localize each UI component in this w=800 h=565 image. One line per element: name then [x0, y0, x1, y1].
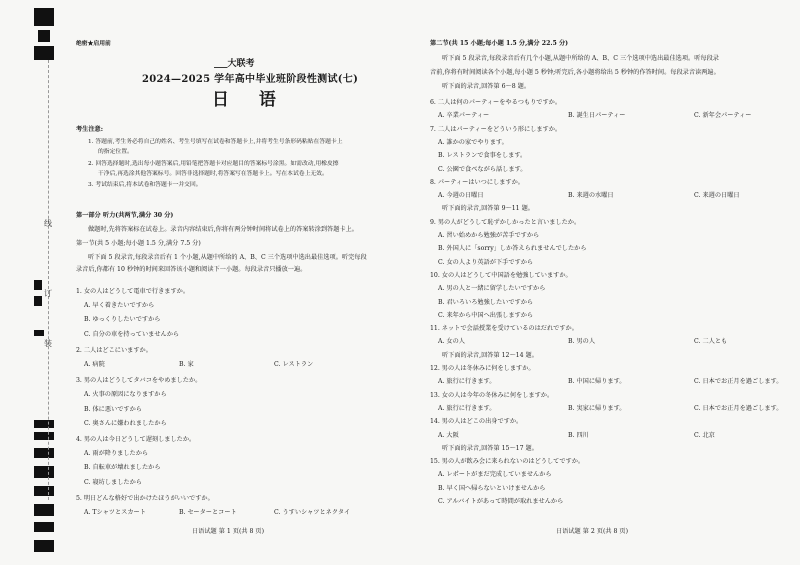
answer-option[interactable]: C. アルバイトがあって時間が取れませんから [438, 498, 564, 505]
answer-option[interactable]: B. 君いろいろ勉強したいですから [438, 298, 534, 306]
answer-option[interactable]: C. 新年会パーティー [694, 112, 752, 120]
answer-option[interactable]: C. 奥さんに嫌われましたから [84, 419, 167, 427]
binding-label-staple: 订 [44, 289, 52, 298]
answer-option[interactable]: A. レポートがまだ完成していませんから [438, 471, 552, 479]
listening-instruction: 听下面的录音,回答第 9～11 题。 [442, 205, 534, 213]
question-stem: 7. 二人はパーティーをどういう形にしますか。 [430, 125, 562, 133]
answer-option[interactable]: C. レストラン [274, 361, 314, 368]
notice-line: 的指定位置。 [98, 149, 133, 155]
answer-option[interactable]: A. 今週の日曜日 [438, 192, 484, 200]
question-stem: 3. 男の人はどうしてタバコをやめましたか。 [76, 377, 202, 385]
notice-heading: 考生注意: [76, 126, 104, 133]
answer-option[interactable]: B. 実家に帰ります。 [568, 404, 626, 412]
binding-bar [34, 280, 42, 290]
listening-instruction: 听下面的录音,回答第 12～14 题。 [442, 351, 538, 359]
binding-bar [34, 8, 54, 26]
exam-title: 2024—2025 学年高中毕业班阶段性测试(七) [142, 74, 359, 85]
right-page-footer: 日语试题 第 2 页(共 8 页) [556, 528, 629, 535]
binding-bar [34, 504, 54, 516]
answer-option[interactable]: A. 病院 [84, 361, 105, 368]
binding-bar [34, 330, 44, 336]
answer-option[interactable]: B. 外国人に「sorry」しか答えられませんでしたから [438, 245, 587, 253]
question-stem: 10. 女の人はどうして中国語を勉強していますか。 [430, 271, 572, 279]
binding-cut-line [48, 60, 49, 500]
confidential-label: 绝密★启用前 [76, 41, 111, 47]
binding-label-bind: 装 [44, 339, 52, 348]
answer-option[interactable]: A. 早く着きたいですから [84, 302, 155, 310]
question-stem: 9. 男の人がどうして恥ずかしかったと言いましたか。 [430, 218, 581, 226]
answer-option[interactable]: A. 卒業パーティー [438, 112, 490, 120]
answer-option[interactable]: B. 体に悪いですから [84, 405, 142, 413]
answer-option[interactable]: C. 日本でお正月を過ごします。 [694, 378, 783, 386]
binding-bar [34, 420, 54, 428]
answer-option[interactable]: A. 男の人と一緒に留学したいですから [438, 285, 546, 293]
left-page-footer: 日语试题 第 1 页(共 8 页) [192, 528, 265, 535]
answer-option[interactable]: C. 来週の日曜日 [694, 192, 740, 200]
part1-instructions: 听下面 5 段录音,每段录音后有 1 个小题,从题中所给的 A、B、C 三个选项中选出最佳选项。听完每段 [88, 254, 367, 261]
answer-option[interactable]: C. 公園で食べながら話します。 [438, 165, 527, 173]
question-stem: 1. 女の人はどうして電車で行きますか。 [76, 288, 190, 295]
part1-section: 第一节(共 5 小题;每小题 1.5 分,满分 7.5 分) [76, 240, 201, 247]
answer-option[interactable]: B. 男の人 [568, 338, 596, 346]
answer-option[interactable]: B. 家 [179, 361, 194, 368]
question-stem: 4. 男の人は今日どうして遅刻しましたか。 [76, 436, 196, 443]
answer-option[interactable]: C. 日本でお正月を過ごします。 [694, 404, 783, 412]
binding-bar [34, 448, 54, 458]
listening-instruction: 听下面的录音,回答第 15～17 题。 [442, 444, 538, 452]
answer-option[interactable]: A. 大阪 [438, 431, 459, 439]
answer-option[interactable]: C. 二人とも [694, 338, 728, 346]
answer-option[interactable]: B. レストランで食事をします。 [438, 152, 527, 160]
answer-option[interactable]: A. 旅行に行きます。 [438, 378, 496, 386]
answer-option[interactable]: B. 四川 [568, 431, 589, 439]
part2-instructions: 听下面 5 段录音,每段录音后有几个小题,从题中所给的 A、B、C 三个选项中选出最佳选项。听每段录 [442, 55, 719, 62]
binding-strip [30, 0, 58, 565]
answer-option[interactable]: C. 寝坊しましたから [84, 478, 142, 486]
question-stem: 15. 男の人が飲み会に来られないのはどうしてですか。 [430, 458, 585, 466]
binding-bar [34, 522, 54, 532]
answer-option[interactable]: B. 誕生日パーティー [568, 112, 626, 120]
question-stem: 12. 男の人は冬休みに何をしますか。 [430, 365, 535, 372]
answer-option[interactable]: A. 火事の原因になりますから [84, 391, 167, 399]
binding-bar [34, 46, 54, 60]
answer-option[interactable]: C. 自分の車を持っていませんから [84, 330, 180, 338]
answer-option[interactable]: A. 女の人 [438, 338, 465, 346]
answer-option[interactable]: C. うすいシャツとネクタイ [274, 509, 351, 516]
subject-title: 日 语 [212, 90, 288, 110]
part1-instructions: 录音后,你都有 10 秒钟的时间来回答该小题和阅读下一小题。每段录音只播放一遍。 [76, 266, 307, 273]
answer-option[interactable]: A. Tシャツとスカート [84, 509, 146, 516]
right-page [428, 0, 783, 565]
binding-bar [34, 296, 42, 306]
question-stem: 11. ネットで会話授業を受けているのはだれですか。 [430, 325, 578, 333]
answer-option[interactable]: C. 北京 [694, 431, 715, 439]
question-stem: 14. 男の人はどこの出身ですか。 [430, 418, 523, 426]
answer-option[interactable]: B. 自転車が壊れましたから [84, 464, 161, 472]
binding-bar [38, 30, 50, 42]
part1-intro: 做题时,先将答案标在试卷上。录音内容结束后,你将有两分钟时间将试卷上的答案转涂到答题卡上。 [88, 226, 358, 233]
part2-instructions: 音前,你将有时间阅读各个小题,每小题 5 秒钟;听完后,各小题将给出 5 秒钟的作答时间。每段录音读两遍。 [430, 69, 720, 76]
binding-bar [34, 432, 54, 440]
question-stem: 5. 明日どんな格好で出かけたほうがいいですか。 [76, 494, 214, 502]
exam-brand: ___大联考 [214, 59, 255, 69]
part2-heading: 第二节(共 15 小题;每小题 1.5 分,满分 22.5 分) [430, 40, 569, 47]
part1-heading: 第一部分 听力(共两节,满分 30 分) [76, 212, 174, 219]
answer-option[interactable]: C. 女の人より英語が下手ですから [438, 258, 534, 266]
question-stem: 13. 女の人は今年の冬休みに何をしますか。 [430, 391, 554, 399]
notice-line: 1. 答题前,考生务必将自己的姓名、考生号填写在试卷和答题卡上,并将考生号条形码粘贴在答题卡上 [88, 139, 343, 145]
binding-label-line: 线 [44, 219, 52, 228]
notice-line: 干净后,再选涂其他答案标号。回答非选择题时,将答案写在答题卡上。写在本试卷上无效。 [98, 171, 328, 177]
notice-line: 2. 回答选择题时,选出每小题答案后,用铅笔把答题卡对应题目的答案标号涂黑。如需改动,用橡皮擦 [88, 161, 339, 167]
answer-option[interactable]: C. 来年から中国へ出張しますから [438, 311, 534, 319]
answer-option[interactable]: A. 雨が降りましたから [84, 450, 149, 458]
notice-line: 3. 考试结束后,将本试卷和答题卡一并交回。 [88, 182, 202, 188]
answer-option[interactable]: B. ゆっくりしたいですから [84, 316, 161, 324]
binding-bar [34, 540, 54, 552]
part2-subinstruction: 听下面的录音,回答第 6～8 题。 [442, 83, 531, 90]
answer-option[interactable]: B. 早く国へ帰らないといけませんから [438, 484, 546, 492]
binding-bar [34, 466, 54, 478]
answer-option[interactable]: B. 来週の水曜日 [568, 192, 614, 200]
question-stem: 8. パーティーはいつにしますか。 [430, 178, 524, 186]
answer-option[interactable]: B. 中国に帰ります。 [568, 378, 626, 386]
answer-option[interactable]: A. 習い始めから勉強が苦手ですから [438, 232, 540, 239]
question-stem: 6. 二人は何のパーティーをやるつもりですか。 [430, 99, 562, 106]
answer-option[interactable]: A. 旅行に行きます。 [438, 404, 496, 412]
question-stem: 2. 二人はどこにいますか。 [76, 346, 152, 354]
left-page [74, 0, 404, 565]
answer-option[interactable]: B. セーターとコート [179, 509, 237, 516]
binding-bar [34, 486, 54, 496]
answer-option[interactable]: A. 誰かの家でやります。 [438, 138, 508, 146]
